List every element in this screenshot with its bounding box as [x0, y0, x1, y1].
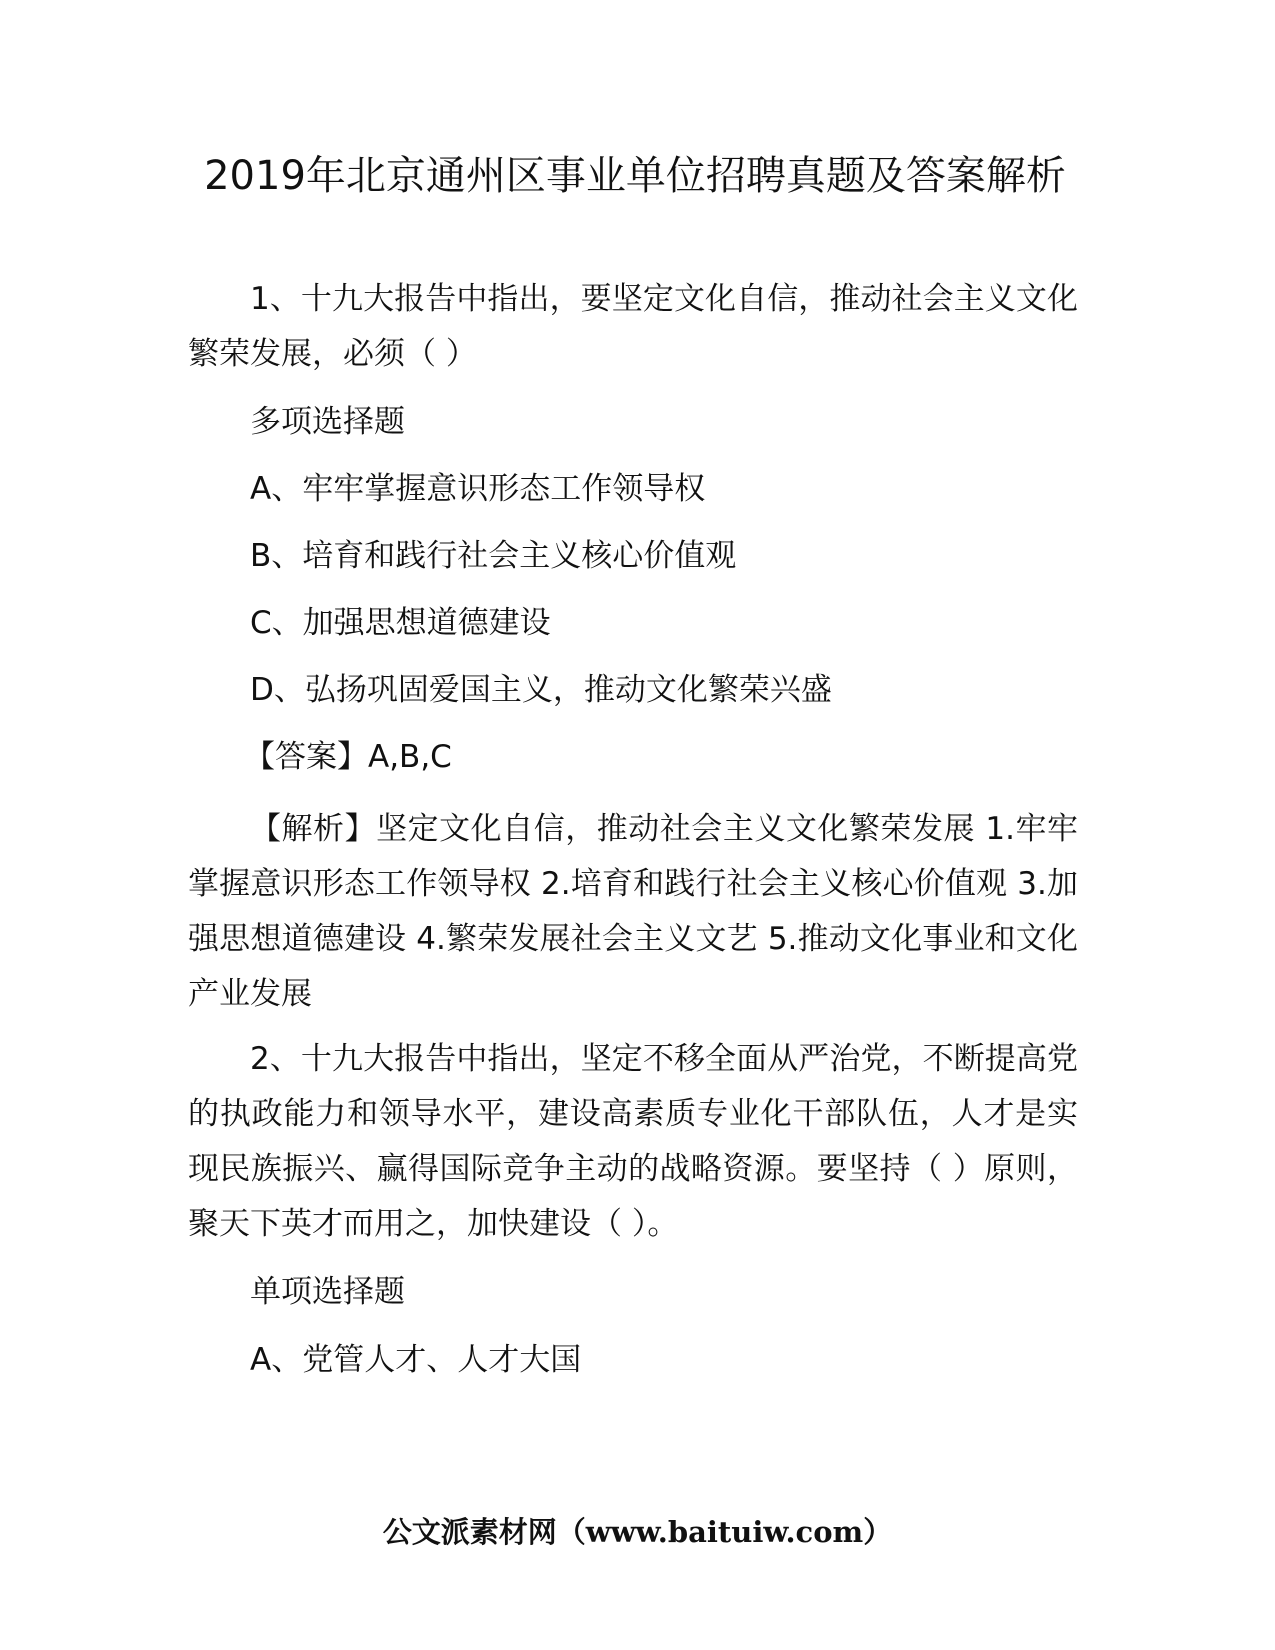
question-1-option-b: B、培育和践行社会主义核心价值观 — [250, 538, 737, 574]
question-2-option-a: A、党管人才、人才大国 — [250, 1342, 582, 1378]
document-title: 2019年北京通州区事业单位招聘真题及答案解析 — [204, 153, 1066, 199]
question-1-type: 多项选择题 — [250, 404, 405, 440]
question-2-type: 单项选择题 — [250, 1274, 405, 1310]
question-1-answer: 【答案】A,B,C — [244, 739, 452, 775]
question-1-stem: 1、十九大报告中指出，要坚定文化自信，推动社会主义文化繁荣发展，必须（ ） — [188, 281, 1078, 372]
question-1-option-d: D、弘扬巩固爱国主义，推动文化繁荣兴盛 — [250, 672, 832, 708]
question-1-option-a: A、牢牢掌握意识形态工作领导权 — [250, 471, 706, 507]
question-1-analysis: 【解析】坚定文化自信，推动社会主义文化繁荣发展 1.牢牢掌握意识形态工作领导权 2.培育和践行社会主义核心价值观 3.加强思想道德建设 4.繁荣发展社会主义文艺 5.推动文化事业和文化产业发展 — [188, 811, 1078, 1012]
page-footer: 公文派素材网（www.baituiw.com） — [382, 1515, 893, 1549]
question-2-stem: 2、十九大报告中指出，坚定不移全面从严治党，不断提高党的执政能力和领导水平，建设高素质专业化干部队伍，人才是实现民族振兴、赢得国际竞争主动的战略资源。要坚持（ ）原则，聚天下英才而用之，加快建设（ ）。 — [188, 1041, 1078, 1242]
question-1-option-c: C、加强思想道德建设 — [250, 605, 551, 641]
